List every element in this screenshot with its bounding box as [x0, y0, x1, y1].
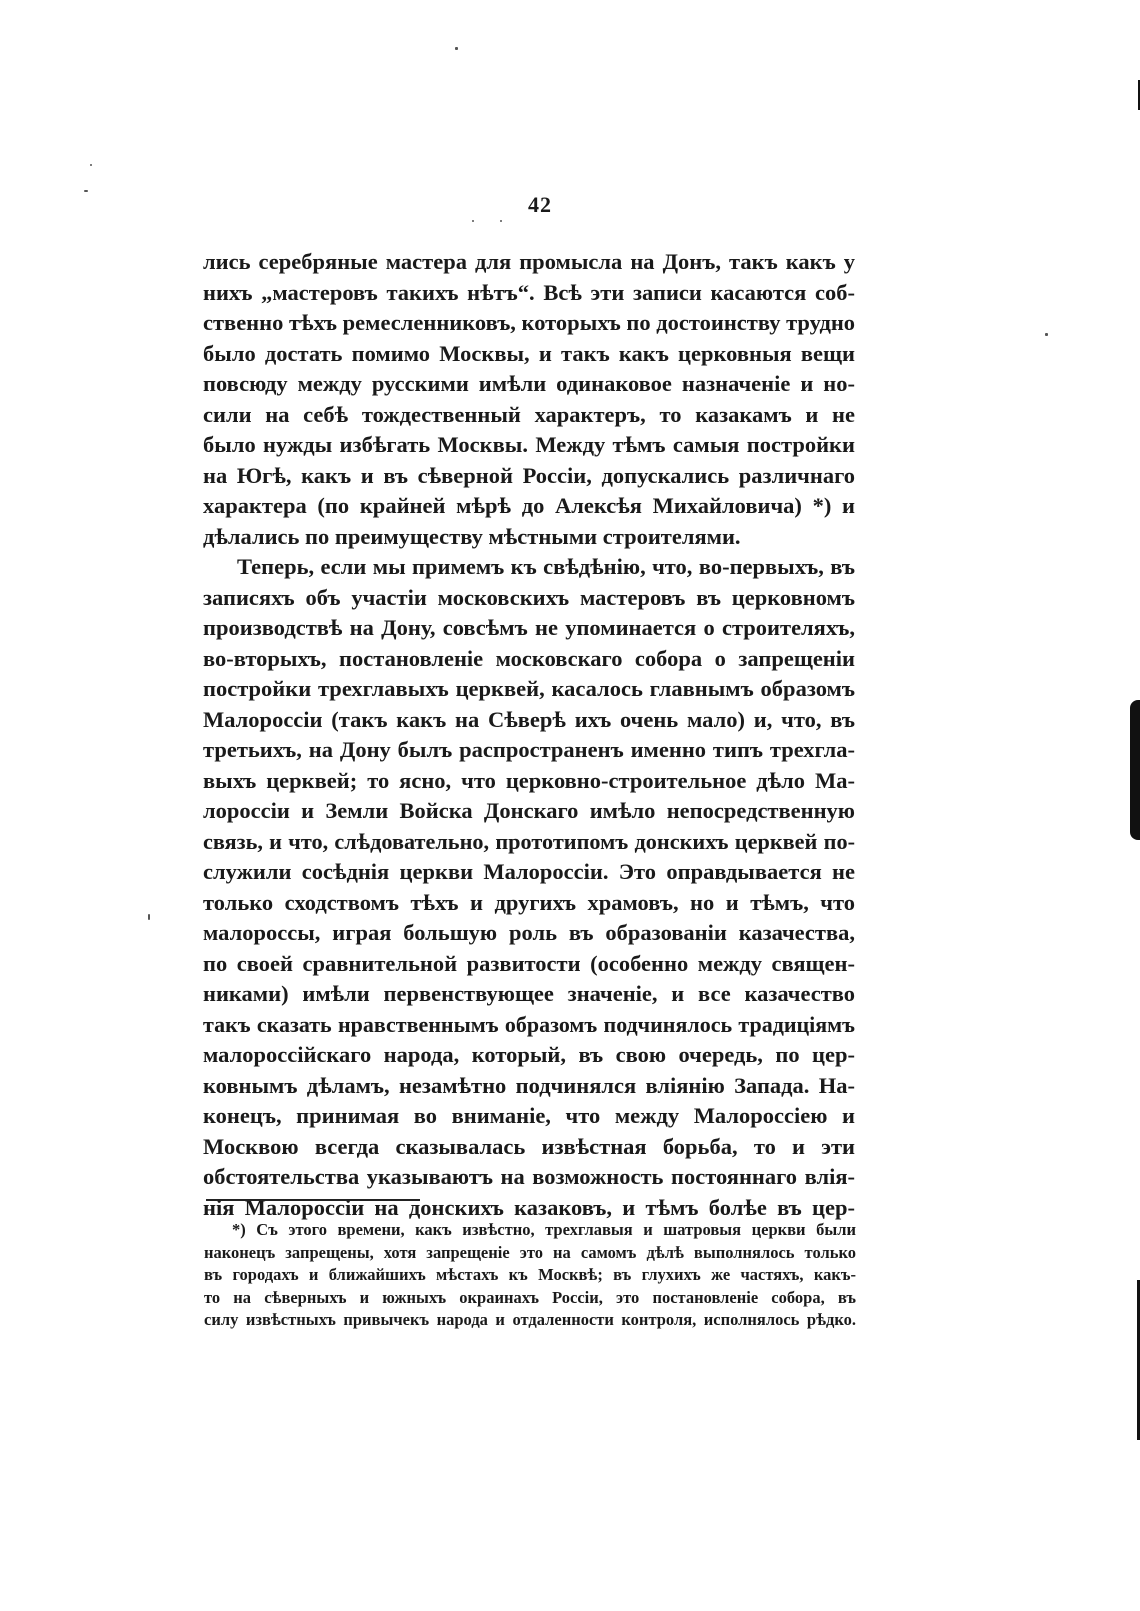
text-line: связь, и что, слѣдовательно, прототипомъ донскихъ церквей по- [203, 828, 855, 854]
text-line: третьихъ, на Дону былъ распространенъ именно типъ трехгла- [203, 737, 855, 762]
text-line: характера (по крайней мѣрѣ до Алексѣя Михайловича) *) и [203, 493, 855, 518]
scan-speck [90, 164, 92, 166]
scan-speck [1045, 333, 1048, 336]
footnote-line: то на сѣверныхъ и южныхъ окраинахъ Россіи, это постановленіе собора, въ [204, 1287, 856, 1307]
text-line: никами) имѣли первенствующее значеніе, и все казачество [203, 981, 855, 1006]
footnote [204, 1219, 856, 1332]
text-line: нія Малороссіи на донскихъ казаковъ, и тѣмъ болѣе въ цер- [203, 1194, 855, 1220]
text-line: ственно тѣхъ ремесленниковъ, которыхъ по достоинству трудно [203, 310, 855, 335]
text-line: Москвою всегда сказывалась извѣстная борьба, то и эти [203, 1133, 855, 1159]
scan-speck [472, 220, 474, 222]
footnote-line: силу извѣстныхъ привычекъ народа и отдаленности контроля, исполнялось рѣдко. [204, 1310, 856, 1329]
text-line: на Югѣ, какъ и въ сѣверной Россіи, допускались различнаго [203, 462, 855, 488]
text-line: было достать помимо Москвы, и такъ какъ церковныя вещи [203, 340, 855, 366]
text-line: во-вторыхъ, постановленіе московскаго собора о запрещеніи [203, 645, 855, 671]
scan-speck [148, 914, 150, 920]
scan-speck [500, 220, 502, 222]
text-line: Малороссіи (такъ какъ на Сѣверѣ ихъ очень мало) и, что, въ [203, 706, 855, 732]
scan-speck [84, 190, 88, 192]
page-number: 42 [528, 192, 552, 217]
text-line: такъ сказать нравственнымъ образомъ подчинялось традиціямъ [203, 1011, 855, 1037]
text-line: только сходствомъ тѣхъ и другихъ храмовъ, но и тѣмъ, что [203, 889, 855, 915]
paragraph-end-line: дѣлались по преимуществу мѣстными строителями. [203, 523, 741, 549]
text-line: лороссіи и Земли Войска Донскаго имѣло непосредственную [203, 798, 855, 823]
text-line: ковнымъ дѣламъ, незамѣтно подчинялся вліянію Запада. На- [203, 1072, 855, 1098]
text-line: обстоятельства указываютъ на возможность постояннаго влія- [203, 1164, 855, 1189]
footnote-line: *) Съ этого времени, какъ извѣстно, трехглавыя и шатровыя церкви были [232, 1220, 856, 1239]
text-line: служили сосѣднія церкви Малороссіи. Это оправдывается не [203, 859, 855, 884]
text-line: конецъ, принимая во вниманіе, что между Малороссіею и [203, 1103, 855, 1128]
text-line: повсюду между русскими имѣли одинаковое назначеніе и но- [203, 371, 855, 396]
scan-edge-mark [1130, 700, 1140, 840]
text-line: постройки трехглавыхъ церквей, касалось главнымъ образомъ [203, 676, 855, 701]
text-line: малороссы, играя большую роль въ образованіи казачества, [203, 920, 855, 945]
text-line: было нужды избѣгать Москвы. Между тѣмъ самыя постройки [203, 432, 855, 457]
text-line: выхъ церквей; то ясно, что церковно-строительное дѣло Ма- [203, 767, 855, 793]
paragraph-start-line: Теперь, если мы примемъ къ свѣдѣнію, что, во-первыхъ, въ [237, 554, 855, 579]
main-text [203, 247, 855, 1223]
scan-speck [455, 47, 458, 50]
text-line: по своей сравнительной развитости (особенно между священ- [203, 950, 855, 976]
text-line: записяхъ объ участіи московскихъ мастеровъ въ церковномъ [203, 584, 855, 610]
text-line: сили на себѣ тождественный характеръ, то казакамъ и не [203, 401, 855, 427]
text-line: лись серебряные мастера для промысла на Донъ, такъ какъ у [203, 249, 855, 274]
text-line: производствѣ на Дону, совсѣмъ не упоминается о строителяхъ, [203, 615, 855, 640]
text-line: нихъ „мастеровъ такихъ нѣтъ“. Всѣ эти записи касаются соб- [203, 279, 855, 305]
text-line: малороссійскаго народа, который, въ свою очередь, по цер- [203, 1042, 855, 1067]
footnote-line: въ городахъ и ближайшихъ мѣстахъ къ Москвѣ; въ глухихъ же частяхъ, какъ- [204, 1265, 856, 1284]
footnote-divider [206, 1199, 420, 1201]
footnote-line: наконецъ запрещены, хотя запрещеніе это на самомъ дѣлѣ выполнялось только [204, 1242, 856, 1262]
